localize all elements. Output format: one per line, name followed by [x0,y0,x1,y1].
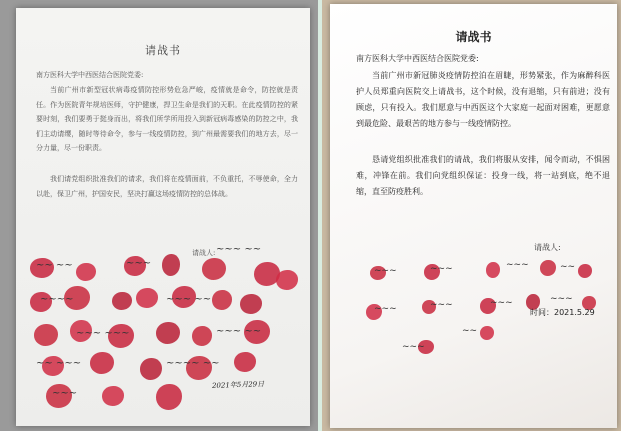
fingerprint [112,292,132,310]
handwritten-signature: ~~~ [490,298,513,308]
fingerprint [34,324,58,346]
fingerprint [276,270,298,290]
handwritten-signature: ~~~ [126,258,152,269]
left-letter-date: 2021年5月29日 [211,380,265,390]
fingerprint [192,326,212,346]
handwritten-signature: ~~~ [374,304,397,314]
handwritten-signature: ~~ [560,262,576,272]
left-letter-signer-label: 请战人: [192,249,216,257]
handwritten-signature: ~~ [462,326,478,336]
fingerprint [90,352,114,374]
right-letter-page [330,4,617,428]
fingerprint [540,260,556,276]
fingerprint [212,290,232,310]
handwritten-signature: ~~~ ~~ [166,294,212,305]
left-letter-salutation: 南方医科大学中西医结合医院党委: [36,71,144,79]
handwritten-signature: ~~~ ~~ [216,244,262,255]
right-letter-title: 请战书 [455,30,492,44]
right-letter-date: 时间：2021.5.29 [530,308,595,317]
left-letter-paragraph-1: 当前广州市新型冠状病毒疫情防控形势危急严峻，疫情就是命令，防控就是责任。作为医院青年规培医师，守护健康，捍卫生命是我们的天职。在此疫情防控的紧要时刻，我们要勇于挺身而出，将我们所学所用投入到新冠病毒感染的防控之中，我们主动请缨，随时等待命令，参与一线疫情防控，到广州最需要我们的地方去，尽一分力量，尽一份职责。 [36,86,298,152]
handwritten-signature: ~~~ [430,264,453,274]
right-letter-paragraph-2: 恳请党组织批准我们的请战，我们将服从安排，闻令而动，不惧困难，冲锋在前。我们向党组织保证：投身一线，将一站到底，绝不退缩，直至防疫胜利。 [356,155,610,196]
handwritten-signature: ~~ ~~ [36,260,73,271]
fingerprint [480,326,494,340]
handwritten-signature: ~~~ [550,294,573,304]
fingerprint [156,322,180,344]
handwritten-signature: ~~~ [402,342,425,352]
left-letter-title: 请战书 [145,44,181,57]
fingerprint [76,263,96,281]
handwritten-signature: ~~ ~~~ [36,358,82,369]
handwritten-signature: ~~~ [506,260,529,270]
handwritten-signature: ~~~~ ~~ [166,358,220,369]
handwritten-signature: ~~~ [430,300,453,310]
fingerprint [234,352,256,372]
fingerprint [102,386,124,406]
fingerprint [156,384,182,410]
fingerprint [486,262,500,278]
fingerprint [162,254,180,276]
fingerprint [240,294,262,314]
handwritten-signature: ~~~ ~~ [216,326,262,337]
right-letter-paragraph-1: 当前广州市新冠肺炎疫情防控泊在眉睫，形势紧张，作为麻醉科医护人员郑重向医院交上请战书，这个时候，没有退缩，只有前进；没有顾虑，只有投入。我们愿意与中西医这个大家庭一起面对困难，更愿意到最危险、最艰苦的地方参与一线疫情防控。 [356,71,610,128]
handwritten-signature: ~~~ ~~~ [76,328,130,339]
handwritten-signature: ~~~~ [40,294,74,305]
fingerprint [578,264,592,278]
right-letter-salutation: 南方医科大学中西医结合医院党委: [356,54,479,63]
right-letter-signer-label: 请战人: [534,243,561,252]
handwritten-signature: ~~~ [52,388,78,399]
fingerprint [136,288,158,308]
fingerprint [202,258,226,280]
fingerprint [140,358,162,380]
handwritten-signature: ~~~ [374,266,397,276]
left-letter-page [16,8,310,426]
left-letter-paragraph-2: 我们请党组织批准我们的请求，我们将在疫情面前，不负重托，不辱使命，全力以赴，保卫广州，护国安民，坚决打赢这场疫情防控的总体战。 [36,175,298,198]
